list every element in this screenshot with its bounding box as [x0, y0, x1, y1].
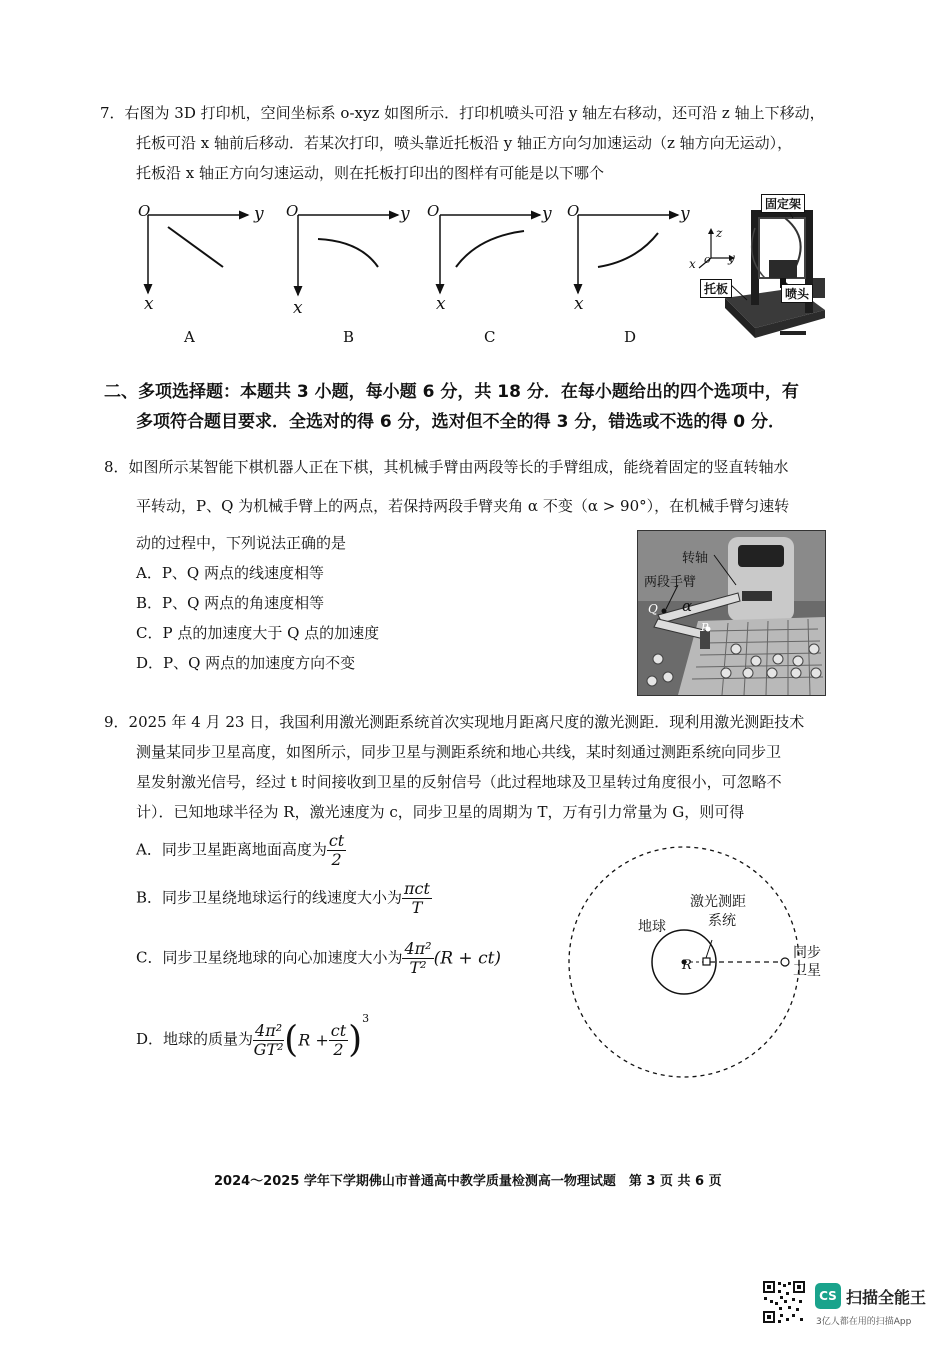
q9-line1: 9．2025 年 4 月 23 日，我国利用激光测距系统首次实现地月距离尺度的激光测距．现利用激光测距技术 [104, 713, 805, 731]
graph-d [578, 215, 678, 293]
printer-plate-label: 托板 [700, 279, 732, 298]
q9-option-a-fraction [327, 832, 346, 869]
printer-origin: o [704, 253, 711, 266]
q9-option-d-lparen: ( [284, 1019, 299, 1061]
graph-a-yaxis: y [254, 204, 264, 224]
satellite-label-2: 卫星 [793, 963, 821, 979]
q8-option-d: D．P、Q 两点的加速度方向不变 [136, 654, 356, 672]
q9-option-c-den: T² [409, 958, 427, 977]
q9-option-d-rparen: ) [348, 1019, 363, 1061]
q7-line1: 7．右图为 3D 打印机，空间坐标系 o-xyz 如图所示．打印机喷头可沿 y 轴左右移动，还可沿 z 轴上下移动， [100, 104, 825, 122]
q9-option-a-num: ct [328, 831, 345, 850]
photo-q-label: Q [648, 602, 658, 616]
graph-c-yaxis: y [542, 204, 552, 224]
graph-a-xaxis: x [144, 294, 154, 314]
q9-line3: 星发射激光信号，经过 t 时间接收到卫星的反射信号（此过程地球及卫星转过角度很小，可忽略不 [136, 773, 782, 791]
section2-line2: 多项符合题目要求．全选对的得 6 分，选对但不全的得 3 分，错选或不选的得 0 分． [136, 412, 785, 432]
q8-line2: 平转动，P、Q 为机械手臂上的两点，若保持两段手臂夹角 α 不变（α > 90°），在机械手臂匀速转 [136, 497, 790, 515]
q9-option-d-mid: R + [298, 1030, 329, 1050]
q9-option-d [136, 1012, 369, 1061]
printer-nozzle-label: 喷头 [781, 284, 813, 303]
q9-option-d-num: 4π² [255, 1020, 283, 1040]
section2-line1: 二、多项选择题：本题共 3 小题，每小题 6 分，共 18 分．在每小题给出的四个选项中，有 [104, 382, 799, 402]
q8-option-b: B．P、Q 两点的角速度相等 [136, 594, 325, 612]
q9-option-d-den2: 2 [333, 1039, 344, 1059]
graph-b-origin: O [286, 202, 299, 220]
q9-line2: 测量某同步卫星高度，如图所示，同步卫星与测距系统和地心共线，某时刻通过测距系统向同步卫 [136, 743, 782, 761]
q7-line3: 托板沿 x 轴正方向匀速运动，则在托板打印出的图样有可能是以下哪个 [136, 164, 604, 182]
q9-option-b-text: B．同步卫星绕地球运行的线速度大小为 [136, 888, 403, 907]
graph-d-xaxis: x [574, 294, 584, 314]
graph-a [148, 215, 248, 293]
photo-alpha-label: α [682, 597, 693, 615]
q9-line4: 计）．已知地球半径为 R，激光速度为 c，同步卫星的周期为 T，万有引力常量为 G，则可得 [136, 803, 745, 821]
camscanner-brand: 扫描全能王 [846, 1288, 927, 1307]
q9-option-c-text: C．同步卫星绕地球的向心加速度大小为 [136, 948, 403, 967]
q9-option-c [136, 940, 501, 977]
qr-code [762, 1280, 806, 1324]
graph-d-curve [598, 233, 658, 267]
q9-option-b-fraction [402, 880, 432, 917]
q9-option-a-text: A．同步卫星距离地面高度为 [136, 840, 327, 859]
printer-frame-label: 固定架 [761, 194, 805, 213]
graph-b-xaxis: x [293, 298, 303, 318]
q9-option-d-exp: 3 [362, 1012, 370, 1025]
q8-line3: 动的过程中，下列说法正确的是 [136, 534, 347, 552]
q9-option-d-den: GT² [253, 1039, 284, 1059]
graph-c-xaxis: x [436, 294, 446, 314]
camscanner-tagline: 3亿人都在用的扫描App [816, 1317, 912, 1327]
earth-label: 地球 [638, 919, 666, 935]
graph-b-yaxis: y [400, 204, 410, 224]
graph-b-label: B [343, 328, 355, 346]
graph-d-yaxis: y [680, 204, 690, 224]
graph-d-label: D [624, 328, 637, 346]
graph-a-origin: O [138, 202, 151, 220]
photo-arm-label: 两段手臂 [644, 575, 697, 590]
graph-d-origin: O [567, 202, 580, 220]
graph-a-label: A [184, 328, 195, 346]
q9-option-b [136, 880, 432, 917]
graph-c-label: C [484, 328, 496, 346]
graph-a-curve [168, 227, 223, 267]
printer-x-axis: x [689, 257, 696, 271]
radius-label: R [682, 958, 692, 973]
q9-option-c-num: 4π² [404, 939, 432, 958]
q9-option-b-num: πct [404, 879, 430, 898]
q9-option-b-den: T [411, 898, 423, 917]
q9-option-c-fraction [402, 940, 433, 977]
graph-b-curve [318, 239, 378, 267]
graph-c-origin: O [427, 202, 440, 220]
laser-system-label-1: 激光测距 [690, 894, 746, 910]
chess-robot-photo [637, 530, 826, 696]
photo-axis-label: 转轴 [682, 551, 709, 566]
q7-line2: 托板可沿 x 轴前后移动．若某次打印，喷头靠近托板沿 y 轴正方向匀加速运动（z 轴方向无运动）， [136, 134, 793, 152]
q9-option-c-tail: (R + ct) [433, 948, 502, 969]
q9-option-d-text: D．地球的质量为 [136, 1030, 254, 1048]
laser-system-marker [703, 958, 710, 965]
laser-system-label-2: 系统 [708, 913, 736, 929]
graph-b [298, 215, 398, 295]
graph-c [440, 215, 540, 293]
q8-line1: 8．如图所示某智能下棋机器人正在下棋，其机械手臂由两段等长的手臂组成，能绕着固定的竖直转轴水 [104, 458, 789, 476]
photo-p-label: P [701, 621, 709, 634]
q9-option-a-den: 2 [331, 850, 342, 869]
satellite-label-1: 同步 [793, 945, 821, 961]
q9-option-d-num2: ct [330, 1020, 347, 1040]
camscanner-logo: CS [815, 1283, 841, 1309]
q8-option-c: C．P 点的加速度大于 Q 点的加速度 [136, 624, 380, 642]
printer-y-axis: y [728, 251, 735, 265]
satellite-marker [781, 958, 789, 966]
page-footer: 2024～2025 学年下学期佛山市普通高中教学质量检测高一物理试题 第 3 页 共 6 页 [214, 1174, 722, 1189]
graph-c-curve [456, 231, 524, 267]
q7-graphs [130, 195, 710, 355]
printer-z-axis: z [716, 226, 723, 240]
q8-option-a: A．P、Q 两点的线速度相等 [136, 564, 324, 582]
q9-option-a [136, 832, 346, 869]
q9-option-d-fraction2 [329, 1022, 348, 1059]
q9-option-d-fraction [253, 1022, 284, 1059]
